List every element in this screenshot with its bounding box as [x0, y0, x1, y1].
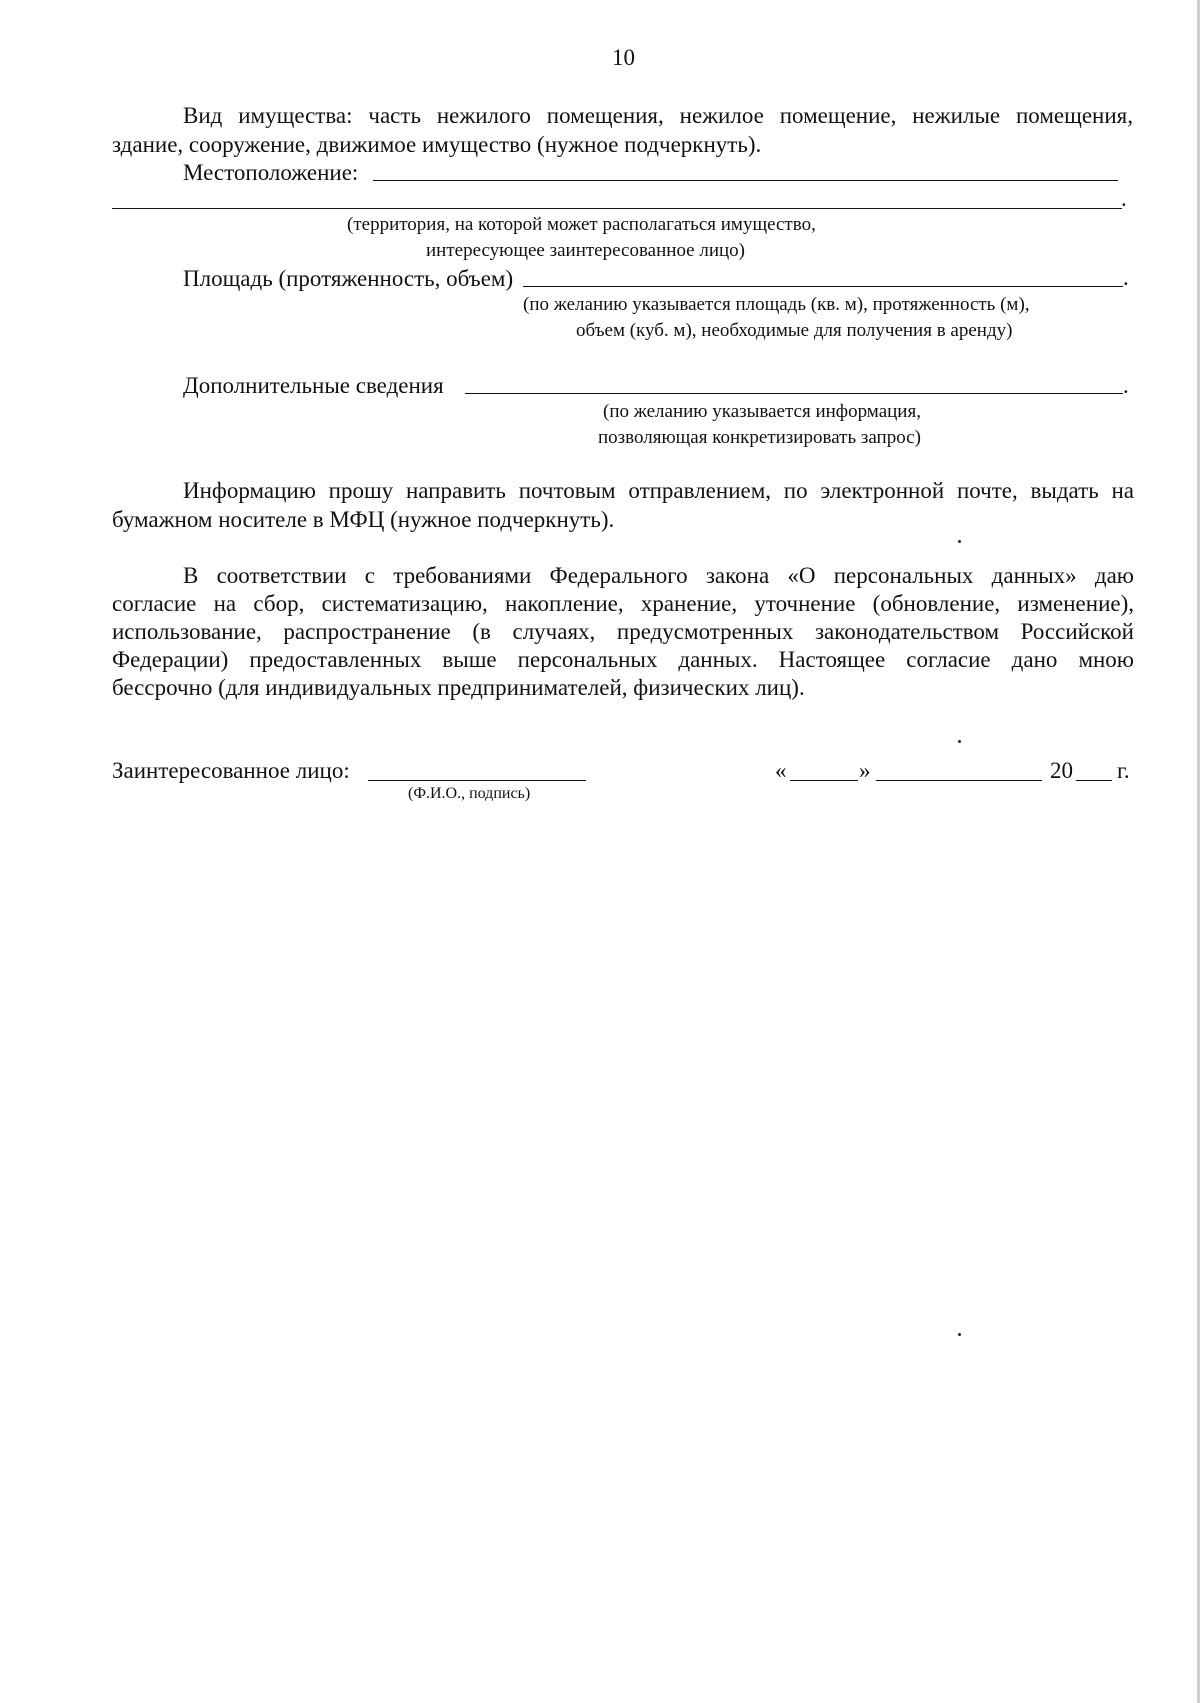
consent-line-3: использование, распространение (в случаях, предусмотренных законодательством Российской: [112, 619, 1134, 644]
consent-line-5: бессрочно (для индивидуальных предпринимателей, физических лиц).: [112, 675, 805, 700]
location-field-line-2[interactable]: [112, 208, 1122, 209]
delivery-line-1: Информацию прошу направить почтовым отправлением, по электронной почте, выдать на: [183, 478, 1134, 503]
area-hint-line-1: (по желанию указывается площадь (кв. м), протяженность (м),: [523, 294, 1030, 315]
signature-hint: (Ф.И.О., подпись): [408, 785, 531, 802]
scan-speck: [958, 1333, 961, 1336]
location-hint-line-2: интересующее заинтересованное лицо): [426, 240, 746, 261]
date-year-suffix: г.: [1117, 758, 1130, 783]
location-hint-line-1: (территория, на которой может располагаться имущество,: [347, 214, 816, 235]
property-type-line-2: здание, сооружение, движимое имущество (нужное подчеркнуть).: [112, 132, 762, 157]
consent-line-2: согласие на сбор, систематизацию, накопление, хранение, уточнение (обновление, изменение),: [112, 591, 1134, 616]
delivery-line-2: бумажном носителе в МФЦ (нужное подчеркнуть).: [112, 507, 615, 532]
consent-line-1: В соответствии с требованиями Федерального закона «О персональных данных» даю: [183, 563, 1134, 588]
property-type-line-1: Вид имущества: часть нежилого помещения, нежилое помещение, нежилые помещения,: [183, 103, 1133, 128]
location-end-mark: .: [1121, 186, 1127, 211]
additional-hint-line-1: (по желанию указывается информация,: [603, 401, 921, 422]
area-field-line[interactable]: [523, 286, 1123, 287]
area-label: Площадь (протяженность, объем): [183, 266, 514, 291]
location-label: Местоположение:: [183, 160, 359, 185]
area-hint-line-2: объем (куб. м), необходимые для получения в аренду): [576, 320, 1013, 341]
scan-speck: [958, 740, 961, 743]
location-field-line-1[interactable]: [373, 180, 1118, 181]
date-month-line[interactable]: [876, 780, 1042, 781]
signature-label: Заинтересованное лицо:: [112, 758, 350, 783]
date-year-line[interactable]: [1076, 780, 1112, 781]
date-year-prefix: 20: [1050, 758, 1073, 783]
date-day-line[interactable]: [790, 780, 858, 781]
signature-field-line[interactable]: [368, 780, 586, 781]
consent-line-4: Федерации) предоставленных выше персональных данных. Настоящее согласие дано мною: [112, 647, 1134, 672]
additional-label: Дополнительные сведения: [183, 373, 444, 398]
additional-end-mark: .: [1123, 373, 1129, 398]
additional-hint-line-2: позволяющая конкретизировать запрос): [598, 427, 921, 448]
scan-speck: [958, 540, 961, 543]
date-quote-open: «: [775, 758, 787, 783]
date-quote-close: »: [859, 758, 871, 783]
page-number: 10: [612, 45, 635, 70]
area-end-mark: .: [1123, 265, 1129, 290]
additional-field-line[interactable]: [465, 393, 1123, 394]
